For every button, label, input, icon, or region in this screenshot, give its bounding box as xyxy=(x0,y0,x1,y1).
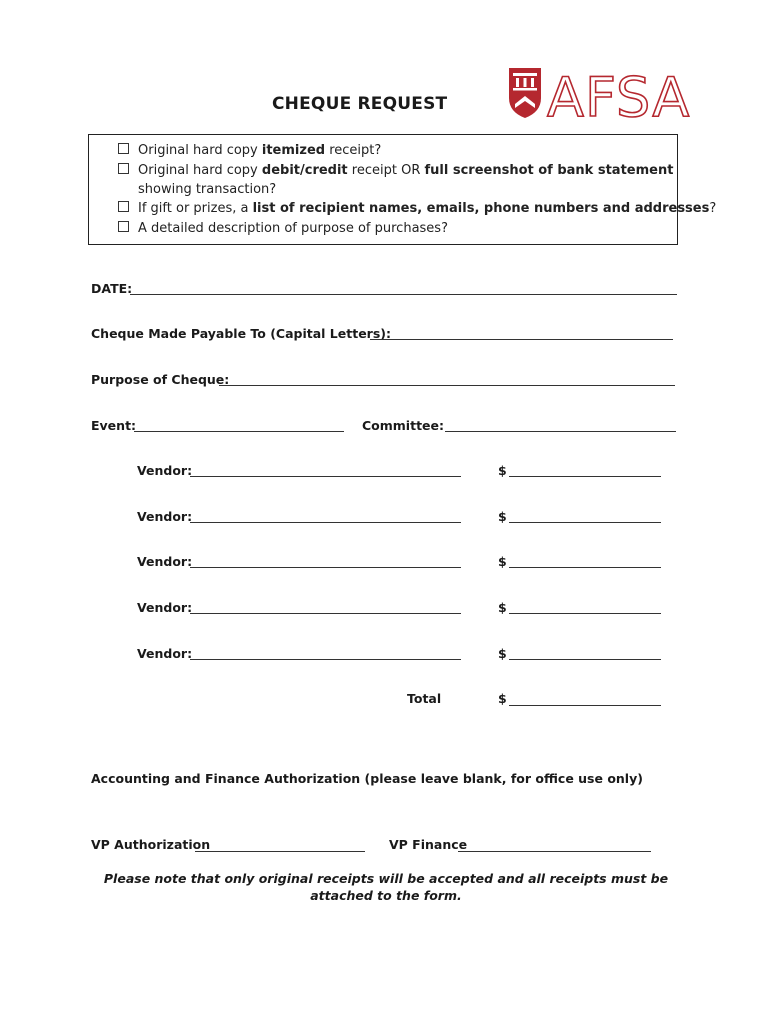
amount-field[interactable] xyxy=(509,659,661,660)
dollar-sign: $ xyxy=(498,554,507,569)
payable-label: Cheque Made Payable To (Capital Letters): xyxy=(91,326,391,341)
vp-authorization-label: VP Authorization xyxy=(91,837,211,852)
vendor-label: Vendor: xyxy=(137,554,193,569)
vendor-field[interactable] xyxy=(190,567,461,568)
checkbox[interactable] xyxy=(118,201,129,212)
footer-note: Please note that only original receipts will be accepted and all receipts must be attached to the form. xyxy=(103,871,669,903)
authorization-heading: Accounting and Finance Authorization (please leave blank, for office use only) xyxy=(91,771,643,786)
date-label: DATE: xyxy=(91,281,133,296)
event-field[interactable] xyxy=(134,431,344,432)
amount-field[interactable] xyxy=(509,476,661,477)
checkbox[interactable] xyxy=(118,163,129,174)
event-label: Event: xyxy=(91,418,137,433)
checklist-item-continuation: showing transaction? xyxy=(138,182,277,197)
vendor-field[interactable] xyxy=(190,476,461,477)
committee-label: Committee: xyxy=(362,418,445,433)
amount-field[interactable] xyxy=(509,613,661,614)
vendor-label: Vendor: xyxy=(137,600,193,615)
vendor-label: Vendor: xyxy=(137,509,193,524)
committee-field[interactable] xyxy=(445,431,676,432)
dollar-sign: $ xyxy=(498,646,507,661)
checklist-item-recipients[interactable]: If gift or prizes, a list of recipient names, emails, phone numbers and addresses? xyxy=(118,201,716,216)
total-field[interactable] xyxy=(509,705,661,706)
vendor-field[interactable] xyxy=(190,522,461,523)
purpose-label: Purpose of Cheque: xyxy=(91,372,230,387)
payable-field[interactable] xyxy=(370,339,673,340)
page-title: CHEQUE REQUEST xyxy=(272,94,448,114)
shield-logo-icon xyxy=(507,64,707,120)
amount-field[interactable] xyxy=(509,567,661,568)
checklist-item-description[interactable]: A detailed description of purpose of purchases? xyxy=(118,221,448,236)
total-label: Total xyxy=(407,691,442,706)
checklist-item-receipt[interactable]: Original hard copy itemized receipt? xyxy=(118,143,381,158)
logo-wordmark: AFSA xyxy=(547,66,691,120)
vendor-label: Vendor: xyxy=(137,646,193,661)
purpose-field[interactable] xyxy=(219,385,675,386)
dollar-sign: $ xyxy=(498,691,507,706)
vendor-field[interactable] xyxy=(190,659,461,660)
dollar-sign: $ xyxy=(498,509,507,524)
amount-field[interactable] xyxy=(509,522,661,523)
vp-authorization-field[interactable] xyxy=(195,851,365,852)
vendor-label: Vendor: xyxy=(137,463,193,478)
date-field[interactable] xyxy=(130,294,677,295)
afsa-logo xyxy=(507,64,707,124)
checklist-item-bank-statement[interactable]: Original hard copy debit/credit receipt OR full screenshot of bank statement xyxy=(118,163,673,178)
dollar-sign: $ xyxy=(498,600,507,615)
vendor-field[interactable] xyxy=(190,613,461,614)
vp-finance-label: VP Finance xyxy=(389,837,468,852)
checkbox[interactable] xyxy=(118,221,129,232)
vp-finance-field[interactable] xyxy=(458,851,651,852)
checkbox[interactable] xyxy=(118,143,129,154)
dollar-sign: $ xyxy=(498,463,507,478)
